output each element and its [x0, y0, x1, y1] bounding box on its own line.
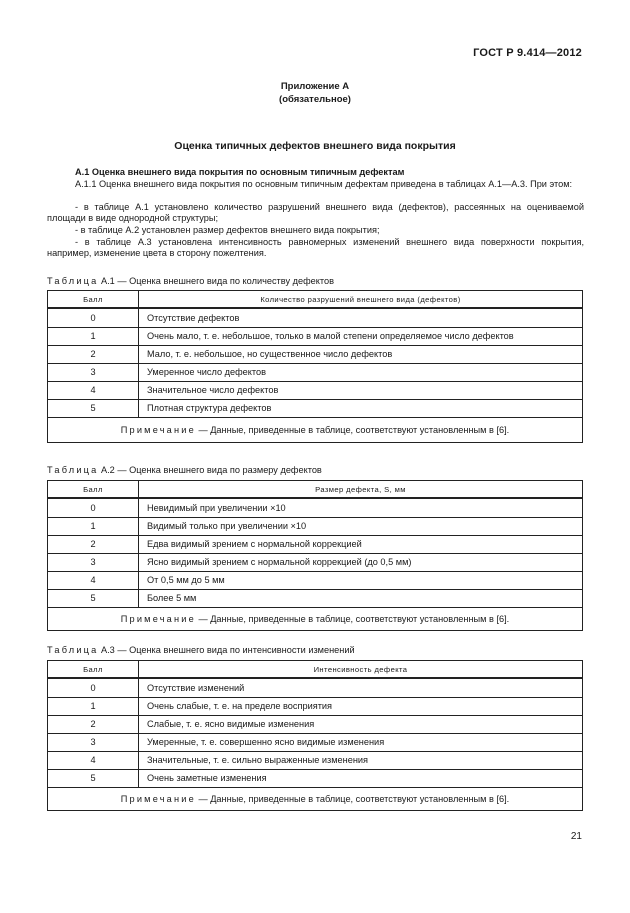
page-number: 21 [570, 831, 582, 842]
table-row [48, 363, 583, 381]
table-cell-score: 0 [48, 498, 139, 517]
subsection-heading: А.1 Оценка внешнего вида покрытия по основным типичным дефектам [75, 167, 405, 177]
table-cell-text: Очень мало, т. е. небольшое, только в малой степени определяемое число дефектов [139, 327, 583, 345]
table-a3-note-text: — Данные, приведенные в таблице, соответствуют установленным в [6]. [195, 793, 510, 804]
table-a2-note [48, 607, 583, 630]
table-a3-header-score: Балл [48, 661, 139, 679]
table-cell-score: 4 [48, 571, 139, 589]
bullet-table-a3: - в таблице А.3 установлена интенсивность равномерных изменений внешнего вида поверхности покрытия, например, изменение цвета в сторону пожелтения. [47, 237, 584, 259]
table-a2-note-text: — Данные, приведенные в таблице, соответствуют установленным в [6]. [195, 613, 510, 624]
table-a1-header-score: Балл [48, 291, 139, 309]
table-cell-text: Значительные, т. е. сильно выраженные изменения [139, 751, 583, 769]
table-a3-caption-text: А.3 — Оценка внешнего вида по интенсивности изменений [98, 645, 355, 655]
document-id: ГОСТ Р 9.414—2012 [473, 47, 582, 59]
table-a1-header-desc: Количество разрушений внешнего вида (дефектов) [139, 291, 583, 309]
table-cell-score: 5 [48, 589, 139, 607]
appendix-subtitle: (обязательное) [279, 94, 351, 105]
bullet-table-a2: - в таблице А.2 установлен размер дефектов внешнего вида покрытия; [75, 225, 380, 235]
table-cell-text: Умеренные, т. е. совершенно ясно видимые изменения [139, 733, 583, 751]
table-row [48, 553, 583, 571]
table-cell-text: Едва видимый зрением с нормальной коррекцией [139, 535, 583, 553]
table-a3-caption [47, 645, 355, 655]
table-row [48, 715, 583, 733]
table-a2-caption-text: А.2 — Оценка внешнего вида по размеру дефектов [98, 465, 322, 475]
appendix-title: Приложение А [280, 81, 350, 92]
table-a3-header-desc: Интенсивность дефекта [139, 661, 583, 679]
table-cell-score: 2 [48, 345, 139, 363]
table-cell-score: 1 [48, 327, 139, 345]
table-cell-text: Очень слабые, т. е. на пределе восприятия [139, 697, 583, 715]
table-a1-header-row [48, 291, 583, 309]
table-row [48, 697, 583, 715]
table-row [48, 308, 583, 327]
table-row [48, 535, 583, 553]
table-cell-score: 3 [48, 553, 139, 571]
table-cell-score: 1 [48, 517, 139, 535]
table-cell-text: Невидимый при увеличении ×10 [139, 498, 583, 517]
table-cell-score: 5 [48, 769, 139, 787]
table-a2 [47, 480, 583, 631]
table-a3 [47, 660, 583, 811]
table-a2-note-row [48, 607, 583, 630]
table-cell-score: 3 [48, 733, 139, 751]
table-row [48, 678, 583, 697]
table-cell-text: Значительное число дефектов [139, 381, 583, 399]
table-a2-note-prefix: Примечание [120, 613, 196, 624]
table-a1-caption-prefix: Таблица [47, 276, 99, 286]
table-a1-caption [47, 276, 334, 286]
table-row [48, 769, 583, 787]
table-cell-text: Очень заметные изменения [139, 769, 583, 787]
table-cell-score: 4 [48, 381, 139, 399]
table-row [48, 751, 583, 769]
table-cell-text: Отсутствие изменений [139, 678, 583, 697]
table-cell-score: 5 [48, 399, 139, 417]
bullet-table-a1: - в таблице А.1 установлено количество разрушений внешнего вида (дефектов), рассеянных на оцениваемой площади в виде однородной структуры; [47, 202, 584, 224]
table-a3-caption-prefix: Таблица [47, 645, 99, 655]
table-cell-text: Плотная структура дефектов [139, 399, 583, 417]
table-a1-caption-text: А.1 — Оценка внешнего вида по количеству дефектов [98, 276, 334, 286]
table-cell-text: Слабые, т. е. ясно видимые изменения [139, 715, 583, 733]
table-a2-header-row [48, 481, 583, 499]
table-cell-text: Мало, т. е. небольшое, но существенное число дефектов [139, 345, 583, 363]
table-cell-score: 0 [48, 678, 139, 697]
table-cell-text: Отсутствие дефектов [139, 308, 583, 327]
table-a3-note-prefix: Примечание [120, 793, 196, 804]
table-a2-caption [47, 465, 322, 475]
table-row [48, 498, 583, 517]
table-a2-caption-prefix: Таблица [47, 465, 99, 475]
paragraph-a-1-1: А.1.1 Оценка внешнего вида покрытия по основным типичным дефектам приведена в таблицах А.1—А.3. При этом: [75, 179, 573, 189]
table-cell-score: 2 [48, 715, 139, 733]
table-row [48, 381, 583, 399]
table-a2-header-score: Балл [48, 481, 139, 499]
table-cell-text: Ясно видимый зрением с нормальной коррекцией (до 0,5 мм) [139, 553, 583, 571]
table-row [48, 327, 583, 345]
table-row [48, 517, 583, 535]
table-a3-note [48, 787, 583, 810]
table-row [48, 733, 583, 751]
table-cell-text: Более 5 мм [139, 589, 583, 607]
table-a2-header-desc: Размер дефекта, S, мм [139, 481, 583, 499]
table-a1-note-text: — Данные, приведенные в таблице, соответствуют установленным в [6]. [195, 424, 510, 435]
table-a3-note-row [48, 787, 583, 810]
table-cell-text: Видимый только при увеличении ×10 [139, 517, 583, 535]
table-cell-score: 3 [48, 363, 139, 381]
table-a1 [47, 290, 583, 443]
table-cell-score: 4 [48, 751, 139, 769]
table-cell-score: 2 [48, 535, 139, 553]
table-cell-text: Умеренное число дефектов [139, 363, 583, 381]
table-cell-text: От 0,5 мм до 5 мм [139, 571, 583, 589]
section-title: Оценка типичных дефектов внешнего вида покрытия [174, 140, 456, 152]
table-row [48, 399, 583, 417]
table-a3-header-row [48, 661, 583, 679]
table-cell-score: 1 [48, 697, 139, 715]
table-a1-note [48, 417, 583, 442]
table-row [48, 589, 583, 607]
table-a1-note-prefix: Примечание [120, 424, 196, 435]
table-row [48, 571, 583, 589]
table-row [48, 345, 583, 363]
table-a1-note-row [48, 417, 583, 442]
table-cell-score: 0 [48, 308, 139, 327]
